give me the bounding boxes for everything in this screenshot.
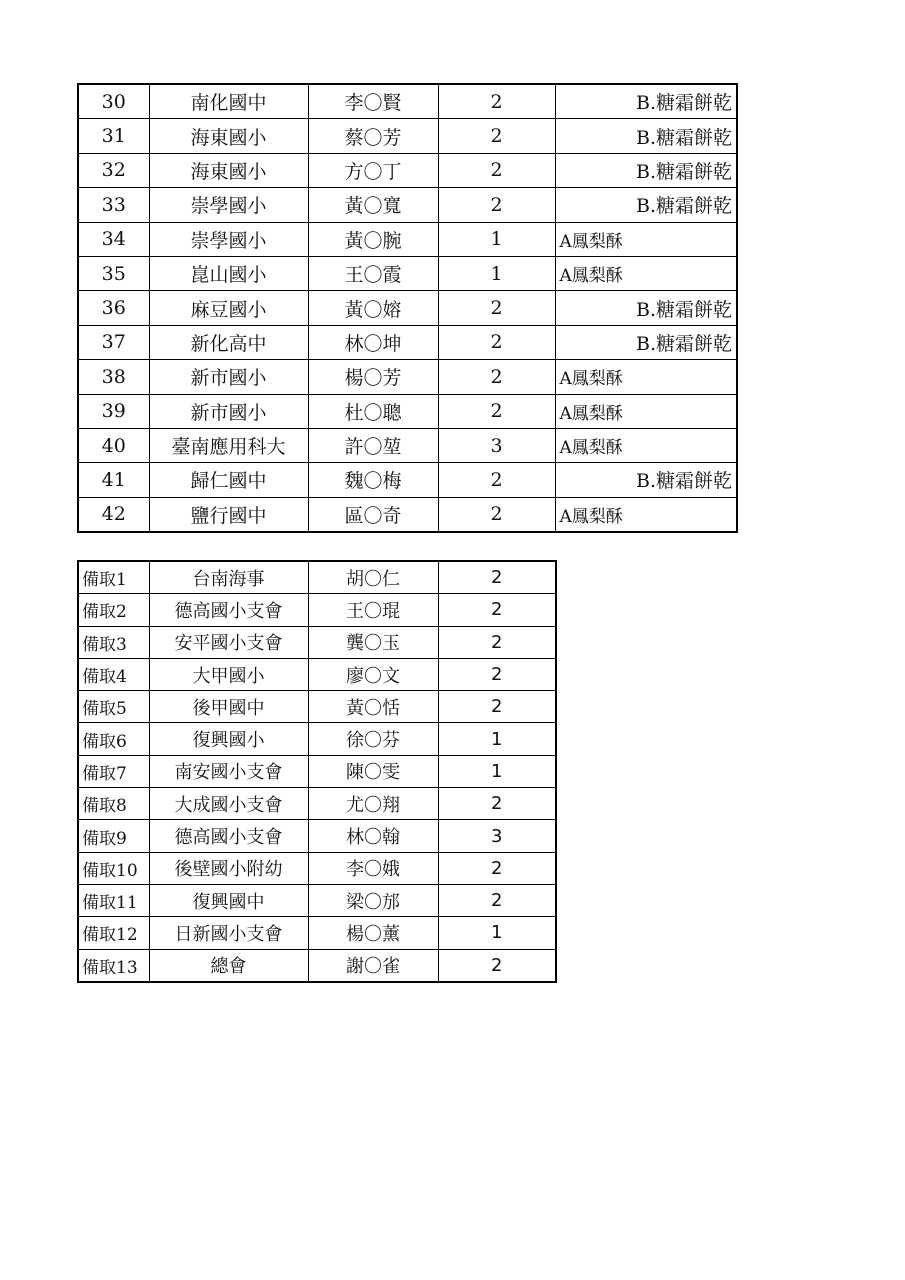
person-name: 林〇坤	[308, 325, 438, 359]
quantity: 2	[438, 119, 555, 153]
person-name: 徐〇芬	[308, 723, 438, 755]
school-name: 南化國中	[149, 84, 308, 119]
school-name: 麻豆國小	[149, 291, 308, 325]
quantity: 1	[438, 917, 556, 949]
waitlist-number: 備取6	[78, 723, 149, 755]
table-row	[78, 463, 737, 497]
waitlist-number: 備取8	[78, 788, 149, 820]
row-number: 34	[78, 222, 149, 256]
waitlist-table-body	[78, 561, 556, 982]
quantity: 2	[438, 626, 556, 658]
quantity: 2	[438, 658, 556, 690]
table-row	[78, 325, 737, 359]
item-choice: B.糖霜餅乾	[555, 188, 737, 222]
quantity: 2	[438, 561, 556, 594]
item-choice: B.糖霜餅乾	[555, 119, 737, 153]
person-name: 尤〇翔	[308, 788, 438, 820]
table-row	[78, 256, 737, 290]
person-name: 胡〇仁	[308, 561, 438, 594]
person-name: 黃〇恬	[308, 691, 438, 723]
waitlist-number: 備取12	[78, 917, 149, 949]
person-name: 王〇霞	[308, 256, 438, 290]
school-name: 崇學國小	[149, 188, 308, 222]
person-name: 李〇賢	[308, 84, 438, 119]
quantity: 1	[438, 222, 555, 256]
table-row	[78, 394, 737, 428]
table-row	[78, 497, 737, 532]
participant-table	[77, 83, 738, 533]
item-choice: B.糖霜餅乾	[555, 153, 737, 187]
quantity: 3	[438, 820, 556, 852]
row-number: 41	[78, 463, 149, 497]
item-choice: B.糖霜餅乾	[555, 291, 737, 325]
waitlist-row	[78, 949, 556, 982]
person-name: 李〇娥	[308, 852, 438, 884]
school-name: 後壁國小附幼	[149, 852, 308, 884]
quantity: 2	[438, 153, 555, 187]
quantity: 2	[438, 691, 556, 723]
row-number: 30	[78, 84, 149, 119]
quantity: 2	[438, 852, 556, 884]
quantity: 2	[438, 360, 555, 394]
quantity: 2	[438, 394, 555, 428]
waitlist-row	[78, 594, 556, 626]
table-row	[78, 119, 737, 153]
row-number: 33	[78, 188, 149, 222]
item-choice: A鳳梨酥	[555, 360, 737, 394]
person-name: 楊〇芳	[308, 360, 438, 394]
quantity: 2	[438, 949, 556, 982]
item-choice: B.糖霜餅乾	[555, 325, 737, 359]
person-name: 黃〇嫆	[308, 291, 438, 325]
waitlist-row	[78, 658, 556, 690]
row-number: 36	[78, 291, 149, 325]
person-name: 陳〇雯	[308, 755, 438, 787]
school-name: 德高國小支會	[149, 594, 308, 626]
waitlist-number: 備取3	[78, 626, 149, 658]
table-row	[78, 153, 737, 187]
item-choice: A鳳梨酥	[555, 394, 737, 428]
waitlist-row	[78, 788, 556, 820]
item-choice: B.糖霜餅乾	[555, 463, 737, 497]
quantity: 1	[438, 723, 556, 755]
waitlist-number: 備取5	[78, 691, 149, 723]
school-name: 日新國小支會	[149, 917, 308, 949]
school-name: 德高國小支會	[149, 820, 308, 852]
school-name: 台南海事	[149, 561, 308, 594]
quantity: 2	[438, 884, 556, 916]
school-name: 安平國小支會	[149, 626, 308, 658]
table-row	[78, 291, 737, 325]
person-name: 方〇丁	[308, 153, 438, 187]
waitlist-number: 備取10	[78, 852, 149, 884]
table-row	[78, 188, 737, 222]
waitlist-row	[78, 626, 556, 658]
table-row	[78, 84, 737, 119]
waitlist-number: 備取7	[78, 755, 149, 787]
table-row	[78, 360, 737, 394]
waitlist-row	[78, 917, 556, 949]
participant-table-body	[78, 84, 737, 532]
person-name: 王〇琨	[308, 594, 438, 626]
school-name: 復興國中	[149, 884, 308, 916]
waitlist-number: 備取9	[78, 820, 149, 852]
school-name: 復興國小	[149, 723, 308, 755]
school-name: 新化高中	[149, 325, 308, 359]
school-name: 鹽行國中	[149, 497, 308, 532]
waitlist-row	[78, 723, 556, 755]
quantity: 2	[438, 788, 556, 820]
quantity: 2	[438, 497, 555, 532]
school-name: 新市國小	[149, 394, 308, 428]
row-number: 32	[78, 153, 149, 187]
item-choice: A鳳梨酥	[555, 497, 737, 532]
row-number: 39	[78, 394, 149, 428]
quantity: 2	[438, 188, 555, 222]
school-name: 後甲國中	[149, 691, 308, 723]
row-number: 40	[78, 428, 149, 462]
person-name: 楊〇薰	[308, 917, 438, 949]
quantity: 1	[438, 256, 555, 290]
person-name: 魏〇梅	[308, 463, 438, 497]
school-name: 新市國小	[149, 360, 308, 394]
waitlist-number: 備取13	[78, 949, 149, 982]
person-name: 黃〇寬	[308, 188, 438, 222]
table-row	[78, 222, 737, 256]
quantity: 3	[438, 428, 555, 462]
school-name: 大甲國小	[149, 658, 308, 690]
item-choice: B.糖霜餅乾	[555, 84, 737, 119]
person-name: 廖〇文	[308, 658, 438, 690]
quantity: 2	[438, 84, 555, 119]
school-name: 南安國小支會	[149, 755, 308, 787]
waitlist-table	[77, 560, 557, 983]
person-name: 謝〇雀	[308, 949, 438, 982]
row-number: 38	[78, 360, 149, 394]
person-name: 梁〇邡	[308, 884, 438, 916]
school-name: 崇學國小	[149, 222, 308, 256]
item-choice: A鳳梨酥	[555, 428, 737, 462]
row-number: 37	[78, 325, 149, 359]
table-row	[78, 428, 737, 462]
quantity: 2	[438, 463, 555, 497]
school-name: 海東國小	[149, 119, 308, 153]
school-name: 歸仁國中	[149, 463, 308, 497]
waitlist-number: 備取11	[78, 884, 149, 916]
waitlist-row	[78, 691, 556, 723]
waitlist-number: 備取1	[78, 561, 149, 594]
school-name: 崑山國小	[149, 256, 308, 290]
item-choice: A鳳梨酥	[555, 222, 737, 256]
quantity: 2	[438, 325, 555, 359]
quantity: 2	[438, 594, 556, 626]
waitlist-row	[78, 820, 556, 852]
school-name: 臺南應用科大	[149, 428, 308, 462]
waitlist-row	[78, 852, 556, 884]
quantity: 1	[438, 755, 556, 787]
person-name: 杜〇聰	[308, 394, 438, 428]
row-number: 42	[78, 497, 149, 532]
school-name: 大成國小支會	[149, 788, 308, 820]
person-name: 許〇堃	[308, 428, 438, 462]
quantity: 2	[438, 291, 555, 325]
waitlist-row	[78, 561, 556, 594]
school-name: 總會	[149, 949, 308, 982]
school-name: 海東國小	[149, 153, 308, 187]
person-name: 龔〇玉	[308, 626, 438, 658]
waitlist-row	[78, 884, 556, 916]
waitlist-number: 備取4	[78, 658, 149, 690]
person-name: 區〇奇	[308, 497, 438, 532]
person-name: 林〇翰	[308, 820, 438, 852]
person-name: 黃〇腕	[308, 222, 438, 256]
item-choice: A鳳梨酥	[555, 256, 737, 290]
row-number: 35	[78, 256, 149, 290]
row-number: 31	[78, 119, 149, 153]
person-name: 蔡〇芳	[308, 119, 438, 153]
waitlist-row	[78, 755, 556, 787]
waitlist-number: 備取2	[78, 594, 149, 626]
